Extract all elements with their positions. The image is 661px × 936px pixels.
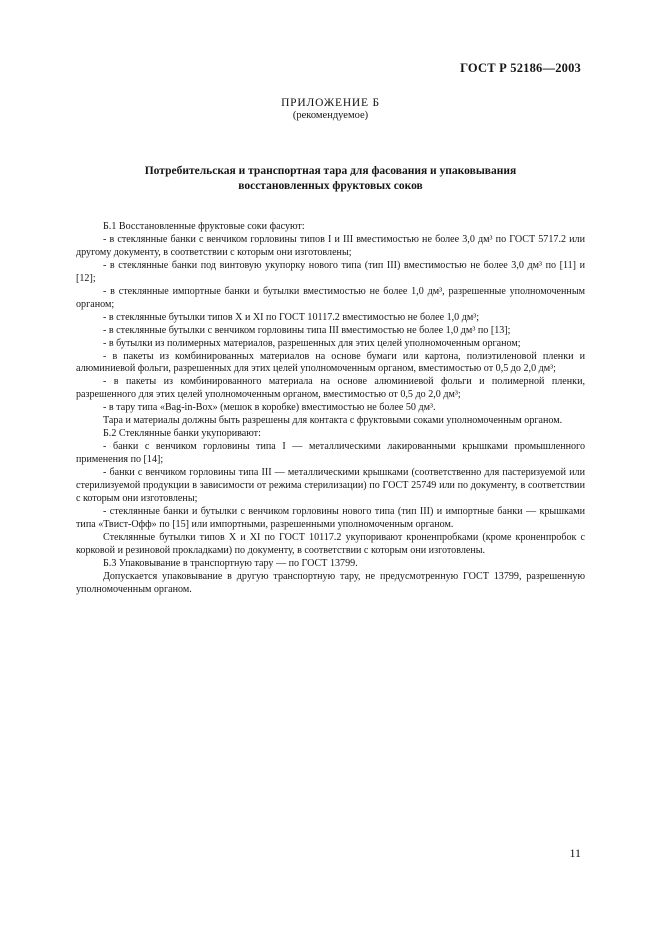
list-item: - банки с венчиком горловины типа III — металлическими крышками (соответственно для пастеризуемой или стерилизуемой продукции в зависимости от режима стерилизации) по ГОСТ 25749 или по документу, в соответствии с которым они изготовлены; — [76, 467, 585, 505]
list-item: - банки с венчиком горловины типа I — металлическими лакированными крышками промышленного применения по [14]; — [76, 441, 585, 466]
standard-designation: ГОСТ Р 52186—2003 — [460, 61, 581, 75]
list-item: - в стеклянные бутылки типов X и XI по ГОСТ 10117.2 вместимостью не более 1,0 дм³; — [103, 311, 480, 323]
list-item: - в стеклянные импортные банки и бутылки вместимостью не более 1,0 дм³, разрешенные уполномоченным органом; — [76, 285, 585, 310]
list-item: - в бутылки из полимерных материалов, разрешенных для этих целей уполномоченным органом; — [103, 337, 521, 349]
page-number: 11 — [569, 846, 581, 860]
paragraph-b3: Б.3 Упаковывание в транспортную тару — по ГОСТ 13799. — [103, 557, 358, 569]
appendix-heading — [0, 97, 661, 122]
paragraph-b2-intro: Б.2 Стеклянные банки укупоривают: — [103, 428, 261, 440]
section-title-line-2: восстановленных фруктовых соков — [238, 180, 423, 192]
paragraph: Допускается упаковывание в другую транспортную тару, не предусмотренную ГОСТ 13799, разрешенную уполномоченным органом. — [76, 570, 585, 595]
list-item: - стеклянные банки и бутылки с венчиком горловины нового типа (тип III) и импортные банки — крышками типа «Твист-Офф» по [15] или импортными, разрешенными уполномоченным органом. — [76, 505, 585, 530]
paragraph-b1-intro: Б.1 Восстановленные фруктовые соки фасуют: — [103, 221, 305, 232]
list-item: - в стеклянные бутылки с венчиком горловины типа III вместимостью не более 1,0 дм³ по [13]; — [103, 324, 511, 336]
section-title-line-1: Потребительская и транспортная тара для фасования и упаковывания — [144, 165, 517, 177]
list-item: - в пакеты из комбинированного материала на основе алюминиевой фольги и полимерной пленки, разрешенного для этих целей уполномоченным органом, вместимостью от 0,5 до 2,0 дм³; — [76, 376, 585, 401]
paragraph: Стеклянные бутылки типов X и XI по ГОСТ 10117.2 укупоривают кроненпробками (кроме кроненпробок с корковой и резиновой прокладками) по документу, в соответствии с которым они изготовлены. — [76, 531, 585, 556]
list-item: - в стеклянные банки с венчиком горловины типов I и III вместимостью не более 3,0 дм³ по ГОСТ 5717.2 или другому документу, в соответствии с которым они изготовлены; — [76, 233, 585, 258]
paragraph: Тара и материалы должны быть разрешены для контакта с фруктовыми соками уполномоченным органом. — [103, 415, 563, 427]
list-item: - в стеклянные банки под винтовую укупорку нового типа (тип III) вместимостью не более 3,0 дм³ по [11] и [12]; — [76, 259, 585, 284]
section-title — [100, 164, 561, 194]
appendix-title: ПРИЛОЖЕНИЕ Б — [281, 97, 380, 109]
list-item: - в пакеты из комбинированных материалов на основе бумаги или картона, полиэтиленовой пленки и алюминиевой фольги, разрешенных для этих целей уполномоченным органом, вместимостью от 0,5 до 2,0 дм³; — [76, 350, 585, 375]
appendix-subtitle: (рекомендуемое) — [292, 110, 369, 121]
body-text — [76, 221, 585, 597]
list-item: - в тару типа «Bag-in-Box» (мешок в коробке) вместимостью не более 50 дм³. — [103, 402, 436, 414]
